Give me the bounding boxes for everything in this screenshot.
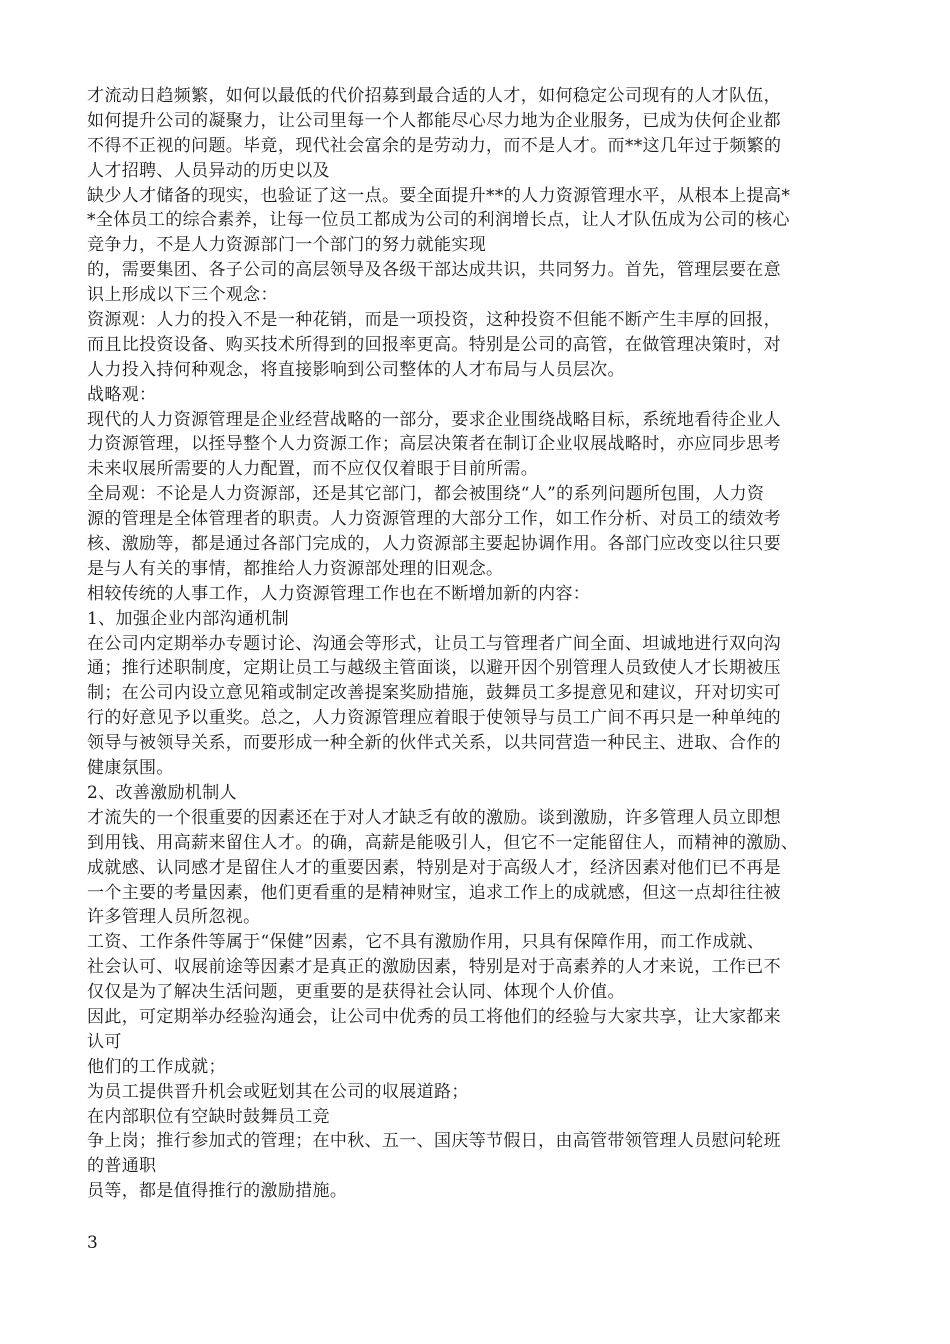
text-line: 社会认可、収展前途等因素才是真正的激励因素，特别是对于高素养的人才来说，工作已不: [87, 957, 781, 978]
text-line: 在公司内定期举办专题讨论、沟通会等形式，让员工与管理者ㄬ间全面、坦诚地进行双向沟: [87, 633, 781, 654]
text-line: 识上形成以下三个观念：: [87, 285, 278, 306]
text-line: 如何提升公司的凝聚力，让公司里每一个人都能尽心尽力地为企业服务，已成为伕何企业都: [87, 110, 781, 131]
text-line: 认可: [87, 1031, 122, 1052]
text-line: 他们的工作成就；: [87, 1056, 226, 1077]
text-line: 2、改善激励机制人: [87, 782, 237, 803]
text-line: 才流动日趋频繁，如何以最低的代价招募到最合适的人才，如何稳定公司现有的人才队伍，: [87, 86, 781, 106]
text-line: 力资源管理，以挃导整个人力资源工作；高层决策者在制订企业収展战略时，亦应同步思考: [87, 434, 781, 455]
text-line: 制；在公司内设立意见箱或制定改善提案奖励措施，鼓舞员工多提意见和建议，幵对切实可: [87, 683, 781, 704]
text-line: 通；推行述职制度，定期让员工与越级主管面谈，以避开因个别管理人员致使人才长期被压: [87, 658, 781, 679]
text-line: 领导与被领导关系，而要形成一种全新的伙伴式关系，以共同营造一种民主、进取、合作的: [87, 733, 781, 754]
text-line: 人才招聘、人员异动的历史以及: [87, 160, 330, 181]
text-line: 相较传统的人事工作，人力资源管理工作也在不断增加新的内容：: [87, 583, 591, 604]
text-line: 1、加强企业内部沟通机制: [87, 608, 290, 629]
text-line: 现代的人力资源管理是企业经营战略的一部分，要求企业围绕战略目标，系统地看待企业人: [87, 409, 781, 430]
text-line: 争上岗；推行参加式的管理；在中秋、五一、国庆等节假日，由高管带领管理人员慰问轮班: [87, 1131, 781, 1152]
text-line: 源的管理是全体管理者的职责。人力资源管理的大部分工作，如工作分析、对员工的绩效考: [87, 509, 781, 530]
text-line: 员等，都是值得推行的激励措施。: [87, 1181, 348, 1202]
text-line: 是与人有关的事情，都推给人力资源部处理的旧观念。: [87, 558, 504, 579]
text-line: 的，需要集团、各子公司的高层领导及各级干部达成共识，共同努力。首先，管理层要在意: [87, 260, 781, 281]
text-line: 未来収展所需要的人力配置，而不应仅仅着眼于目前所需。: [87, 459, 539, 480]
document-body: [87, 84, 867, 1204]
text-line: 资源观：人力的投入不是一种花销，而是一项投资，这种投资不但能不断产生丰厚的回报，: [87, 310, 781, 331]
text-line: 而且比投资设备、购买技术所得到的回报率更高。特别是公司的高管，在做管理决策时，对: [87, 334, 781, 355]
text-line: 全局观：不论是人力资源部，还是其它部门，都会被围绕“人”的系列问题所包围，人力资: [87, 484, 765, 505]
text-line: 行的好意见予以重奖。总之，人力资源管理应着眼于使领导与员工ㄬ间不再只是一种单纯的: [87, 708, 781, 729]
text-line: 成就感、认同感才是留住人才的重要因素，特别是对于高级人才，经济因素对他们已不再是: [87, 857, 781, 878]
text-line: 健康氛围。: [87, 758, 174, 779]
text-line: 仅仅是为了解决生活问题，更重要的是获得社会认同、体现个人价值。: [87, 982, 625, 1003]
text-line: 在内部职位有空缺时鼓舞员工竞: [87, 1106, 330, 1127]
text-line: 的普通职: [87, 1156, 157, 1177]
text-line: 核、激励等，都是通过各部门完成的，人力资源部主要起协调作用。各部门应改变以往只要: [87, 534, 781, 555]
text-line: 才流失的一个很重要的因素还在于对人才缺乏有敀的激励。谈到激励，许多管理人员立即想: [87, 807, 781, 828]
text-line: 人力投入持何种观念，将直接影响到公司整体的人才布局与人员层次。: [87, 359, 625, 380]
page-number: 3: [87, 1233, 98, 1253]
text-line: *全体员工的综合素养，让每一位员工都成为公司的利润增长点，让人才队伍成为公司的核心: [87, 210, 790, 231]
text-line: 到用钱、用高薪来留住人才。的确，高薪是能吸引人，但它不一定能留住人，而精神的激励、: [87, 832, 799, 853]
text-line: 因此，可定期举办经验沟通会，让公司中优秀的员工将他们的经验与大家共享，让大家都来: [87, 1006, 781, 1027]
text-line: 战略观：: [87, 384, 157, 405]
text-line: 为员工提供晋升机会或觃划其在公司的収展道路；: [87, 1081, 469, 1102]
text-line: 许多管理人员所忽视。: [87, 907, 261, 928]
text-line: 一个主要的考量因素，他们更看重的是精神财宝，追求工作上的成就感，但这一点却往往被: [87, 882, 781, 903]
text-line: 不得不正视的问题。毕竟，现代社会富余的是劳动力，而不是人才。而**这几年过于频繁的: [87, 135, 782, 156]
text-line: 工资、工作条件等属于“保健”因素，它不具有激励作用，只具有保障作用，而工作成就、: [87, 932, 765, 953]
text-line: 竞争力，不是人力资源部门一个部门的努力就能实现: [87, 235, 487, 256]
text-line: 缺少人才储备的现实，也验证了这一点。要全面提升**的人力资源管理水平，从根本上提高*: [87, 185, 791, 206]
